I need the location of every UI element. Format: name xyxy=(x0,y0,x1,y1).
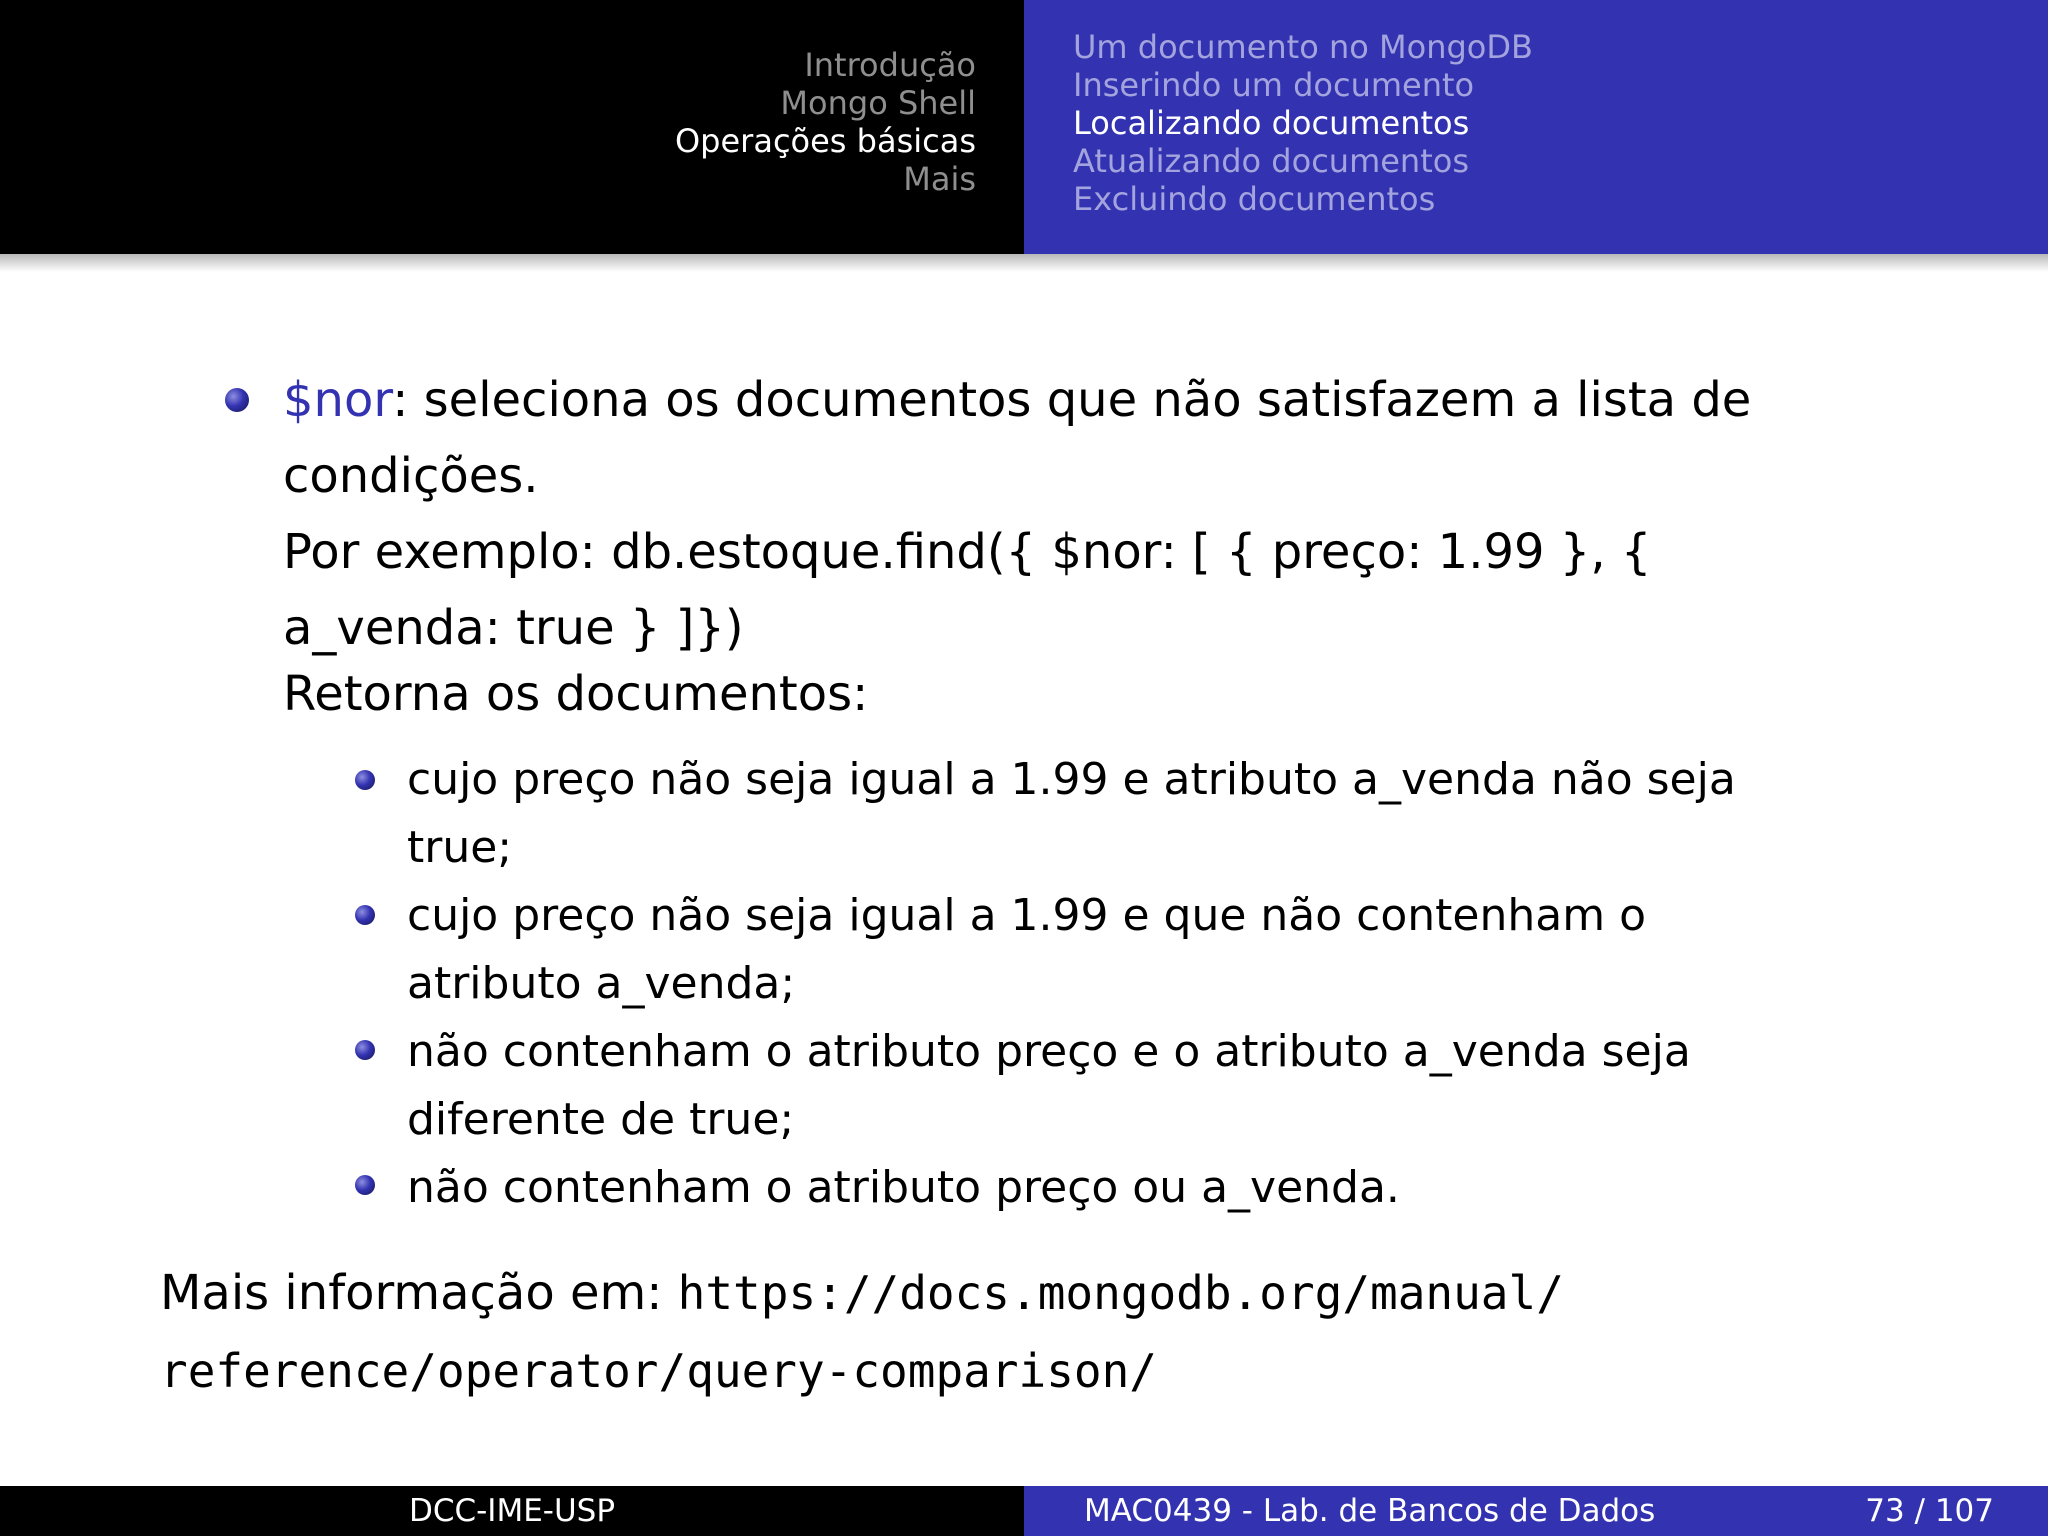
nav-section-operacoes-basicas[interactable]: Operações básicas xyxy=(674,122,976,160)
nav-subsection-inserindo[interactable]: Inserindo um documento xyxy=(1073,66,1475,104)
nav-subsection-localizando[interactable]: Localizando documentos xyxy=(1073,104,1470,142)
more-info xyxy=(160,1254,1564,1410)
section-nav xyxy=(0,0,1024,254)
footer-info xyxy=(1024,1486,2048,1536)
sub-bullet-icon xyxy=(355,1175,375,1195)
nav-subsection-um-documento[interactable]: Um documento no MongoDB xyxy=(1073,28,1533,66)
footer-institution: DCC-IME-USP xyxy=(0,1486,1024,1536)
reference-link[interactable]: https://docs.mongodb.org/manual/ xyxy=(677,1266,1564,1320)
sub-bullet-icon xyxy=(355,1040,375,1060)
list-item-2-line-1: cujo preço não seja igual a 1.99 e que não contenham o xyxy=(407,890,1646,941)
description-line-2: condições. xyxy=(283,448,539,504)
header xyxy=(0,0,2048,254)
operator-name: $nor xyxy=(283,372,393,428)
reference-link-continued[interactable]: reference/operator/query-comparison/ xyxy=(160,1344,1157,1398)
page-number: 73 / 107 xyxy=(1865,1493,1994,1529)
list-item-3-line-2: diferente de true; xyxy=(407,1094,795,1145)
list-item-2-line-2: atributo a_venda; xyxy=(407,958,796,1009)
nav-section-mongo-shell[interactable]: Mongo Shell xyxy=(780,84,976,122)
list-item-4-line-1: não contenham o atributo preço ou a_venda. xyxy=(407,1162,1400,1213)
list-item-1-line-1: cujo preço não seja igual a 1.99 e atributo a_venda não seja xyxy=(407,754,1736,805)
bullet-icon xyxy=(225,388,249,412)
returns-label: Retorna os documentos: xyxy=(283,666,869,722)
description-line-1 xyxy=(283,362,1873,438)
header-shadow xyxy=(0,254,2048,272)
example-line-1: Por exemplo: db.estoque.find({ $nor: [ { preço: 1.99 }, { xyxy=(283,524,1652,580)
nav-section-introducao[interactable]: Introdução xyxy=(804,46,976,84)
return-conditions-list xyxy=(407,746,1736,1222)
subsection-nav xyxy=(1024,0,2048,254)
footer xyxy=(0,1486,2048,1536)
nav-subsection-excluindo[interactable]: Excluindo documentos xyxy=(1073,180,1436,218)
footer-course: MAC0439 - Lab. de Bancos de Dados xyxy=(1084,1493,1656,1529)
description-text: : seleciona os documentos que não satisfazem a lista de xyxy=(392,372,1752,428)
sub-bullet-icon xyxy=(355,770,375,790)
example-line-2: a_venda: true } ]}) xyxy=(283,600,744,656)
nav-section-mais[interactable]: Mais xyxy=(903,160,976,198)
more-info-line-1 xyxy=(160,1254,1564,1332)
more-info-label: Mais informação em: xyxy=(160,1265,678,1321)
list-item-3-line-1: não contenham o atributo preço e o atributo a_venda seja xyxy=(407,1026,1691,1077)
list-item-1-line-2: true; xyxy=(407,822,513,873)
sub-bullet-icon xyxy=(355,905,375,925)
nav-subsection-atualizando[interactable]: Atualizando documentos xyxy=(1073,142,1469,180)
nor-description xyxy=(283,362,1873,732)
